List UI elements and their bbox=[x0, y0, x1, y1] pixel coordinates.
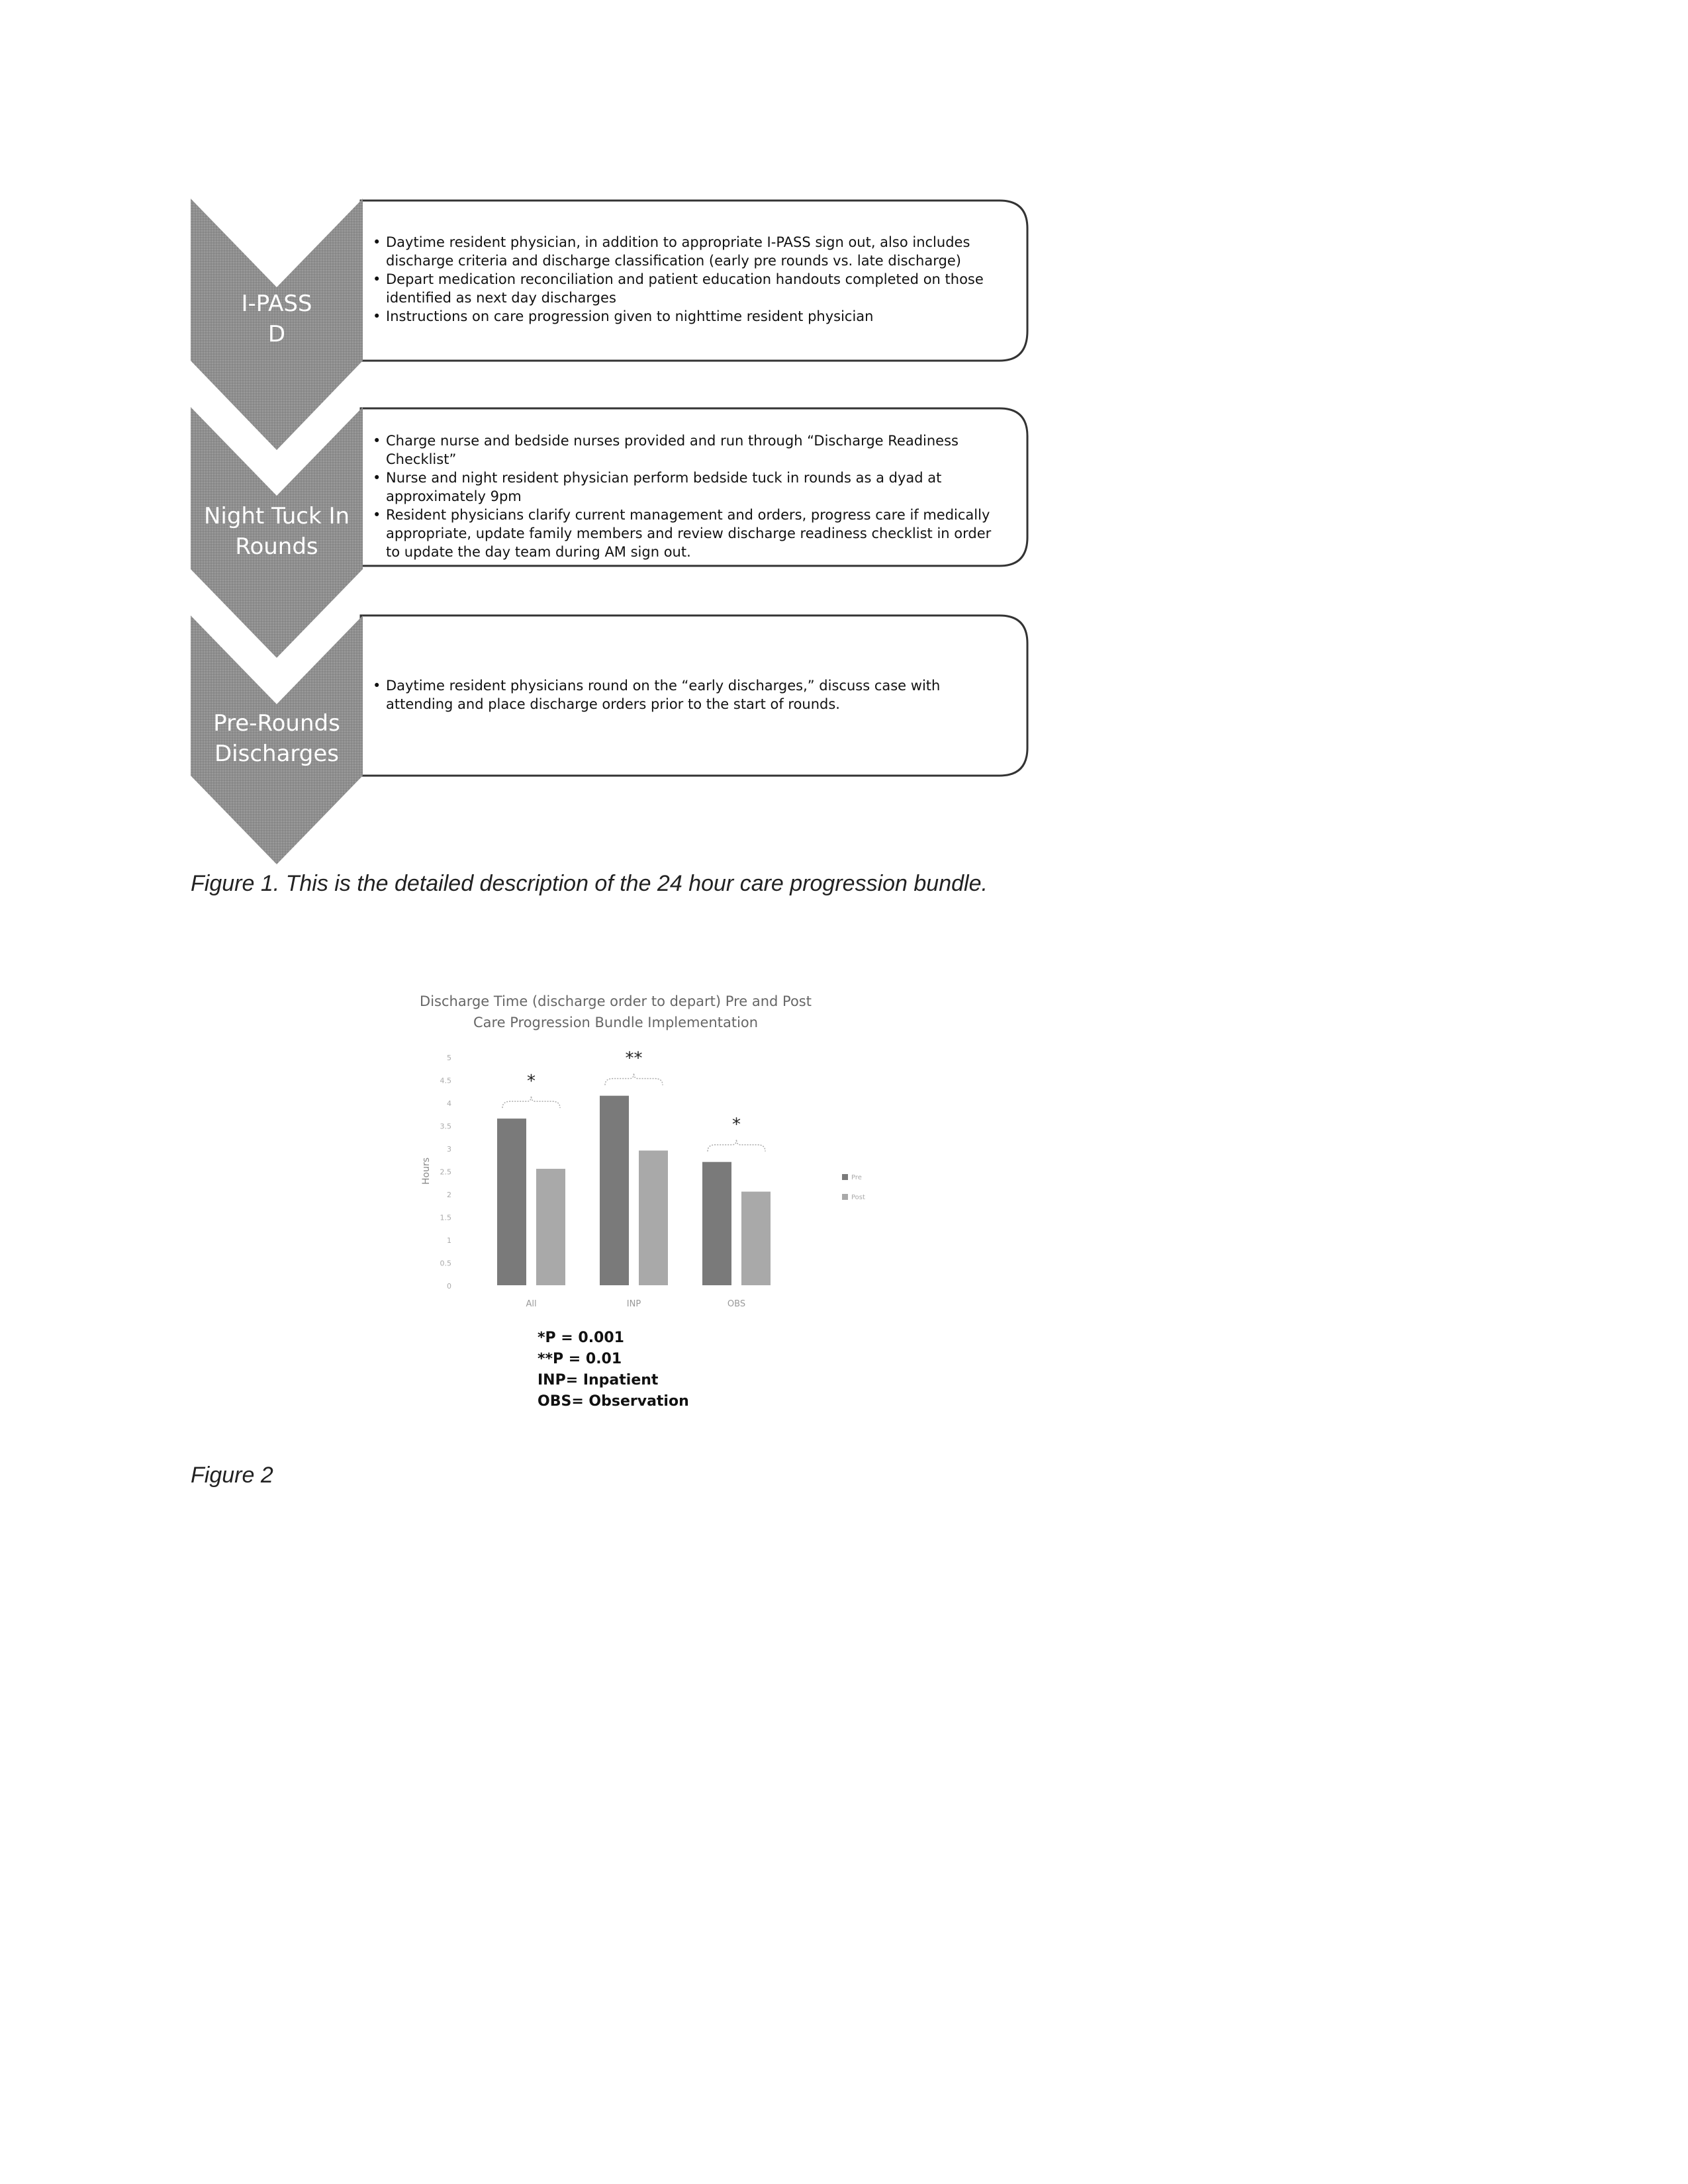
y-tick-label: 3.5 bbox=[440, 1122, 451, 1131]
y-tick-label: 2.5 bbox=[440, 1167, 451, 1177]
y-tick-label: 4 bbox=[447, 1099, 451, 1108]
figure-1-caption: Figure 1. This is the detailed description of the 24 hour care progression bundle. bbox=[191, 871, 988, 896]
bar-post-inp bbox=[639, 1150, 668, 1285]
y-tick-label: 3 bbox=[447, 1145, 451, 1154]
footnote-obs: OBS= Observation bbox=[538, 1393, 689, 1410]
significance-bracket bbox=[605, 1073, 663, 1085]
significance-marker: * bbox=[527, 1071, 536, 1092]
y-tick-label: 4.5 bbox=[440, 1076, 451, 1085]
bar-post-obs bbox=[741, 1192, 771, 1285]
bullet-item: • Charge nurse and bedside nurses provided and run through “Discharge Readiness Checklist” bbox=[373, 432, 1008, 469]
bullet-item: • Depart medication reconciliation and patient education handouts completed on those identified as next day discharges bbox=[373, 270, 1008, 307]
step-label-1: I-PASS D bbox=[241, 291, 312, 347]
y-axis-label: Hours bbox=[421, 1157, 432, 1185]
y-tick-label: 5 bbox=[447, 1054, 451, 1062]
legend-label: Pre bbox=[851, 1174, 862, 1181]
bullet-item: • Resident physicians clarify current management and orders, progress care if medically appropriate, update family members and review discharge readiness checklist in order to update the day team during AM sign out. bbox=[373, 506, 1008, 561]
x-tick-label: OBS bbox=[727, 1299, 746, 1309]
step-label-2: Night Tuck In Rounds bbox=[203, 503, 350, 560]
y-tick-label: 0.5 bbox=[440, 1259, 451, 1268]
x-tick-label: All bbox=[526, 1299, 537, 1309]
bullet-item: • Instructions on care progression given to nighttime resident physician bbox=[373, 307, 1008, 326]
chart-title bbox=[420, 993, 812, 1030]
bullet-item: • Daytime resident physicians round on the “early discharges,” discuss case with attending and place discharge orders prior to the start of rounds. bbox=[373, 676, 1008, 713]
step-bullets-1 bbox=[373, 233, 1008, 326]
footnote-p1: *P = 0.001 bbox=[538, 1330, 624, 1346]
footnote-inp: INP= Inpatient bbox=[538, 1372, 659, 1388]
significance-marker: ** bbox=[625, 1048, 643, 1069]
bar-pre-all bbox=[497, 1118, 526, 1285]
significance-marker: * bbox=[732, 1115, 741, 1135]
legend-swatch bbox=[842, 1174, 848, 1180]
significance-bracket bbox=[502, 1096, 560, 1108]
chart-title-line: Care Progression Bundle Implementation bbox=[473, 1015, 759, 1030]
footnote-p2: **P = 0.01 bbox=[538, 1351, 622, 1367]
step-label-3: Pre-Rounds Discharges bbox=[213, 710, 340, 767]
bar-post-all bbox=[536, 1169, 565, 1285]
y-tick-label: 0 bbox=[447, 1282, 451, 1291]
chart-title-line: Discharge Time (discharge order to depart) Pre and Post bbox=[420, 993, 812, 1009]
significance-bracket bbox=[708, 1140, 765, 1152]
bar-pre-obs bbox=[702, 1162, 731, 1285]
discharge-time-chart bbox=[397, 979, 927, 1324]
y-tick-label: 1 bbox=[447, 1236, 451, 1245]
chart-footnotes bbox=[538, 1328, 689, 1412]
y-tick-label: 1.5 bbox=[440, 1213, 451, 1222]
bullet-item: • Daytime resident physician, in addition to appropriate I-PASS sign out, also includes discharge criteria and discharge classification (early pre rounds vs. late discharge) bbox=[373, 233, 1008, 270]
bullet-item: • Nurse and night resident physician perform bedside tuck in rounds as a dyad at approximately 9pm bbox=[373, 469, 1008, 506]
figure-2-caption: Figure 2 bbox=[191, 1463, 273, 1488]
x-tick-label: INP bbox=[626, 1299, 641, 1309]
step-bullets-2 bbox=[373, 432, 1008, 561]
step-bullets-3 bbox=[373, 676, 1008, 713]
bar-pre-inp bbox=[600, 1096, 629, 1285]
y-tick-label: 2 bbox=[447, 1191, 451, 1199]
legend-label: Post bbox=[851, 1194, 865, 1201]
legend-swatch bbox=[842, 1194, 848, 1200]
